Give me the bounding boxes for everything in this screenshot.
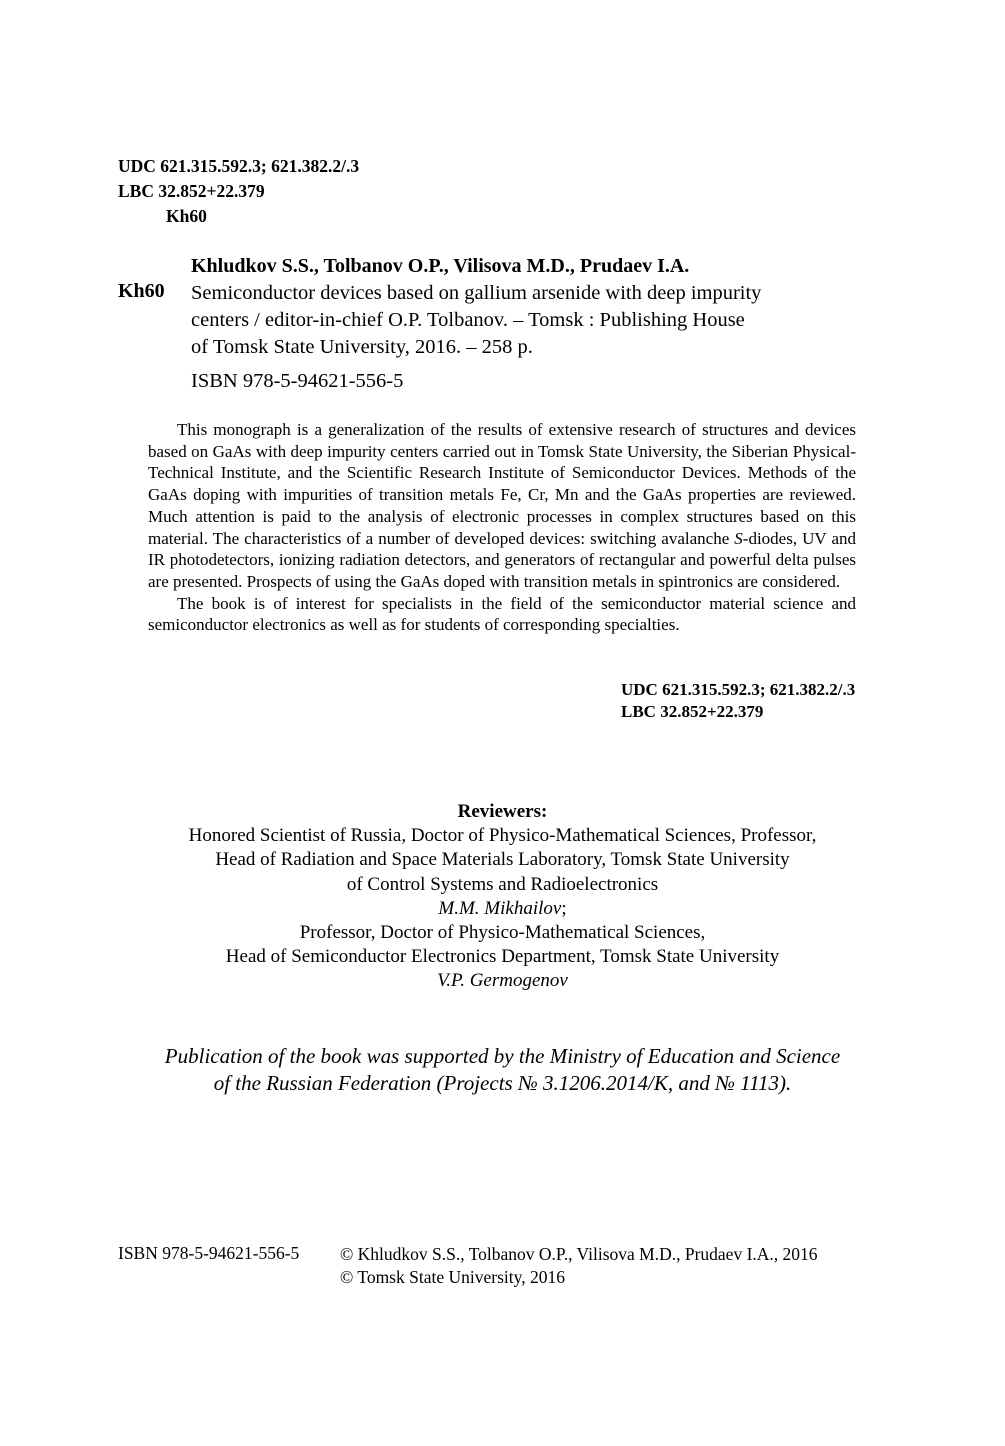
authors-line: Khludkov S.S., Tolbanov O.P., Vilisova M.D., Prudaev I.A. [191,255,690,277]
reviewer-credential: Head of Semiconductor Electronics Department, Tomsk State University [225,946,780,968]
reviewer-credential: Professor, Doctor of Physico-Mathematical Sciences, [299,922,706,944]
reviewer-credential: of Control Systems and Radioelectronics [346,873,659,895]
reviewers-heading: Reviewers: [457,801,548,822]
reviewer-credential: Honored Scientist of Russia, Doctor of Physico-Mathematical Sciences, Professor, [188,825,817,847]
funding-note [0,1043,1005,1096]
lbc-code: LBC 32.852+22.379 [621,702,764,721]
abstract [148,419,856,636]
reviewers-section [0,800,1005,994]
classification-block [118,154,359,229]
lbc-code: LBC 32.852+22.379 [118,181,265,201]
copyright-university: © Tomsk State University, 2016 [340,1267,565,1287]
abstract-paragraph: This monograph is a generalization of the results of extensive research of structures and devices based on GaAs with deep impurity centers carried out in Tomsk State University, the Siberian Physical-Technical Institute, and the Scientific Research Institute of Semiconductor Devices. Methods of the GaAs doping with impurities of transition metals Fe, Cr, Mn and the GaAs properties are reviewed. Much attention is paid to the analysis of electronic processes in complex structures based on this material. The characteristics of a number of developed devices: switching avalanche S-diodes, UV and IR photodetectors, ionizing radiation detectors, and generators of rectangular and powerful delta pulses are presented. Prospects of using the GaAs doped with transition metals in spintronics are considered. [148,420,856,591]
description-line: of Tomsk State University, 2016. – 258 p. [191,336,533,358]
classification-repeat [621,679,855,723]
description-line: Semiconductor devices based on gallium arsenide with deep impurity [191,282,762,304]
description-line: centers / editor-in-chief O.P. Tolbanov. – Tomsk : Publishing House [191,309,745,331]
s-diode-letter: S [734,528,743,548]
copyright-block [340,1243,818,1289]
footer-isbn: ISBN 978-5-94621-556-5 [118,1243,300,1263]
reviewer-name: M.M. Mikhailov [438,897,562,919]
isbn: ISBN 978-5-94621-556-5 [191,370,404,392]
author-mark: Kh60 [166,206,207,226]
funding-line: of the Russian Federation (Projects № 3.1206.2014/K, and № 1113). [213,1070,792,1095]
udc-code: UDC 621.315.592.3; 621.382.2/.3 [118,156,360,176]
reviewer-name-line: M.M. Mikhailov; [438,897,567,919]
reviewer-credential: Head of Radiation and Space Materials Laboratory, Tomsk State University [215,849,790,871]
funding-line: Publication of the book was supported by the Ministry of Education and Science [164,1044,841,1068]
catalog-code: Kh60 [118,280,165,302]
bibliographic-description [191,280,841,361]
udc-code: UDC 621.315.592.3; 621.382.2/.3 [621,680,856,699]
abstract-paragraph: The book is of interest for specialists in the field of the semiconductor material science and semiconductor electronics as well as for students of corresponding specialties. [148,593,856,635]
reviewer-name: V.P. Germogenov [437,970,568,992]
copyright-authors: © Khludkov S.S., Tolbanov O.P., Vilisova M.D., Prudaev I.A., 2016 [340,1244,818,1264]
